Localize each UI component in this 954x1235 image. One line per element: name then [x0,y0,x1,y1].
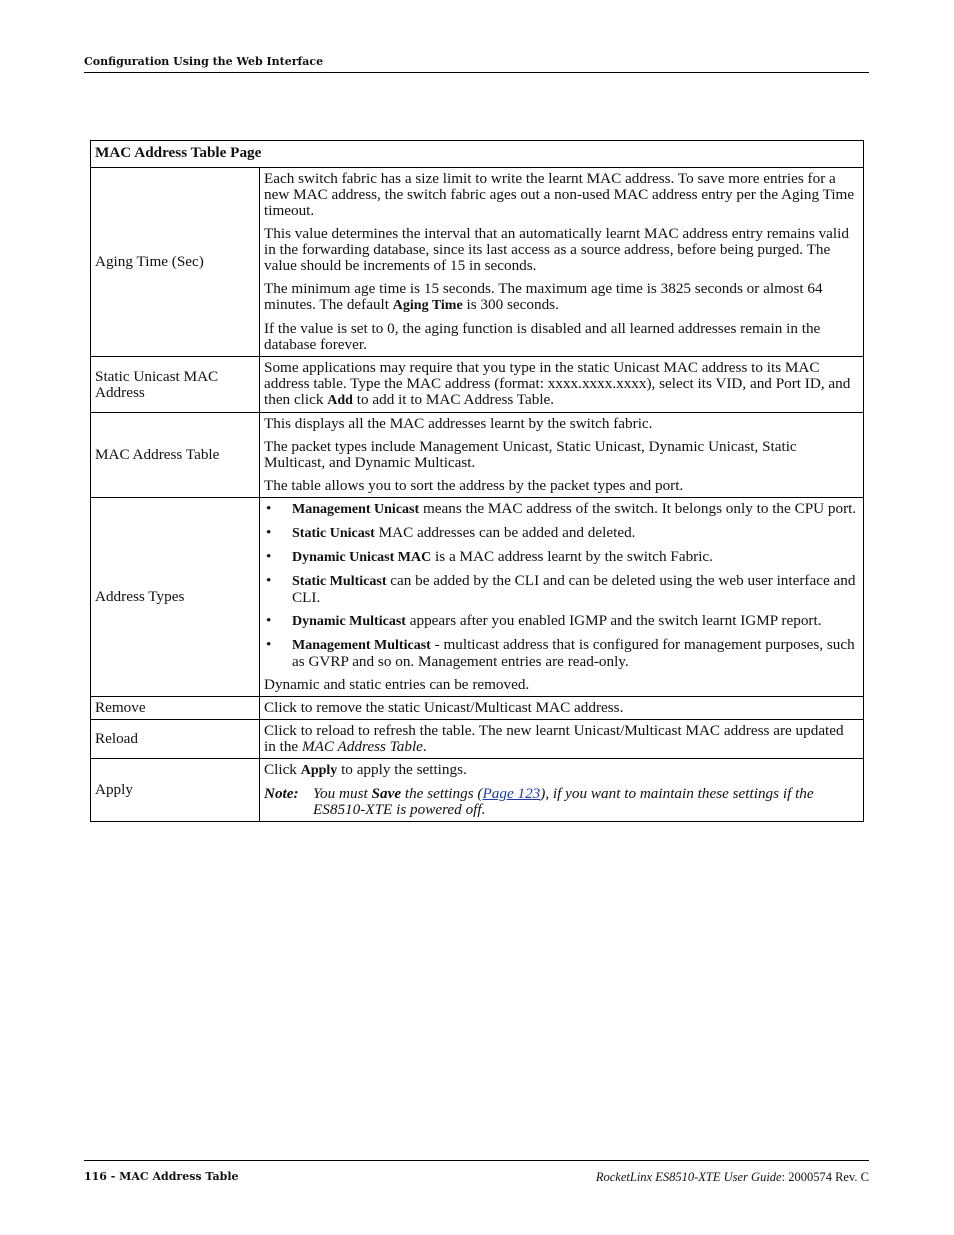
bullet-icon: • [266,572,272,589]
remove-paragraph: Click to remove the static Unicast/Multicast MAC address. [264,699,624,716]
row-desc-static-unicast [260,357,864,413]
bullet-icon: • [266,636,272,653]
page-123-link[interactable]: Page 123 [482,785,541,802]
reload-tail: . [422,738,427,755]
mac-table-paragraph-2: The packet types include Management Unicast, Static Unicast, Dynamic Unicast, Static Multicast, and Dynamic Multicast. [264,438,797,471]
row-desc-aging-time [260,168,864,357]
table-row-aging-time [91,168,864,357]
bullet-icon: • [266,548,272,565]
table-row-mac-address-table [91,413,864,498]
address-types-footer: Dynamic and static entries can be removed. [264,676,530,693]
aging-paragraph-3 [264,281,859,314]
save-term: Save [371,785,402,802]
reload-paragraph [264,723,859,755]
list-item-text: - multicast address that is configured for management purposes, such as GVRP and so on. Management entries are read-only. [292,636,855,670]
address-types-list [264,501,859,670]
aging-paragraph-4: If the value is set to 0, the aging function is disabled and all learned addresses remain in the database forever. [264,320,821,353]
row-label-aging-time: Aging Time (Sec) [91,168,260,357]
row-label-static-unicast: Static Unicast MAC Address [91,357,260,413]
row-label-address-types: Address Types [91,498,260,697]
note-label: Note: [264,785,299,802]
list-item [264,637,859,670]
table-row-reload [91,720,864,759]
list-item-text: appears after you enabled IGMP and the switch learnt IGMP report. [405,612,822,629]
note-text [313,786,859,818]
note-text-c: the settings ( [401,785,483,802]
row-desc-mac-address-table [260,413,864,498]
row-desc-apply [260,759,864,822]
note-text-a: You must [313,785,372,802]
table-row-static-unicast [91,357,864,413]
aging-p3-text: The minimum age time is 15 seconds. The maximum age time is 3825 seconds or almost 64 minutes. The default [264,280,823,313]
row-desc-address-types [260,498,864,697]
mac-address-table-italic: MAC Address Table [301,738,423,755]
static-unicast-paragraph [264,360,859,409]
aging-p3-tail: is 300 seconds. [462,296,559,313]
footer-doc-rev: : 2000574 Rev. C [781,1170,869,1184]
list-item-text: is a MAC address learnt by the switch Fabric. [431,548,713,565]
reload-text: Click to reload to refresh the table. The new learnt Unicast/Multicast MAC address are updated in the [264,722,844,755]
apply-tail: to apply the settings. [337,761,467,778]
list-item [264,501,859,518]
list-item-text: means the MAC address of the switch. It belongs only to the CPU port. [419,500,857,517]
mac-address-table-page-table [90,140,864,822]
page-footer [84,1160,869,1185]
aging-time-term: Aging Time [392,298,463,313]
list-item-term: Static Unicast [292,526,375,541]
list-item-text: MAC addresses can be added and deleted. [374,524,636,541]
footer-guide-name: RocketLinx ES8510-XTE User Guide [595,1170,782,1184]
bullet-icon: • [266,612,272,629]
footer-doc-title [596,1170,869,1185]
apply-text: Click [264,761,301,778]
aging-paragraph-2: This value determines the interval that an automatically learnt MAC address entry remains valid in the forwarding database, since its last access as a source address, before being purged. The value should be increments of 15 in seconds. [264,225,849,274]
list-item [264,613,859,630]
aging-paragraph-1: Each switch fabric has a size limit to write the learnt MAC address. To save more entries for a new MAC address, the switch fabric ages out a non-used MAC address entry per the Aging Time timeout. [264,170,855,219]
table-row-apply [91,759,864,822]
list-item-term: Management Unicast [292,502,420,517]
list-item-term: Static Multicast [292,574,387,589]
mac-table-paragraph-3: The table allows you to sort the address by the packet types and port. [264,477,684,494]
table-heading-row [91,141,864,168]
list-item-term: Dynamic Multicast [292,614,406,629]
note-text-d: ), if you want to maintain these settings if the ES8510-XTE is powered off. [313,785,814,818]
row-desc-remove [260,697,864,720]
list-item [264,549,859,566]
static-unicast-tail: to add it to MAC Address Table. [352,391,555,408]
list-item [264,573,859,606]
mac-table-paragraph-1: This displays all the MAC addresses learnt by the switch fabric. [264,415,653,432]
list-item-text: can be added by the CLI and can be deleted using the web user interface and CLI. [292,572,856,606]
footer-page-label: 116 - MAC Address Table [84,1170,239,1183]
list-item-term: Dynamic Unicast MAC [292,550,432,565]
note [264,786,859,818]
bullet-icon: • [266,500,272,517]
row-label-apply: Apply [91,759,260,822]
list-item-term: Management Multicast [292,638,431,653]
apply-paragraph [264,762,859,779]
table-row-remove [91,697,864,720]
apply-term: Apply [300,763,338,778]
row-label-mac-address-table: MAC Address Table [91,413,260,498]
list-item [264,525,859,542]
row-label-reload: Reload [91,720,260,759]
bullet-icon: • [266,524,272,541]
add-term: Add [327,393,353,408]
row-desc-reload [260,720,864,759]
table-heading: MAC Address Table Page [91,141,864,168]
table-row-address-types [91,498,864,697]
row-label-remove: Remove [91,697,260,720]
running-header: Configuration Using the Web Interface [84,55,869,73]
static-unicast-text: Some applications may require that you type in the static Unicast MAC address to its MAC address table. Type the MAC address (format: xxxx.xxxx.xxxx), select its VID, and Port ID, and then click [264,359,851,408]
